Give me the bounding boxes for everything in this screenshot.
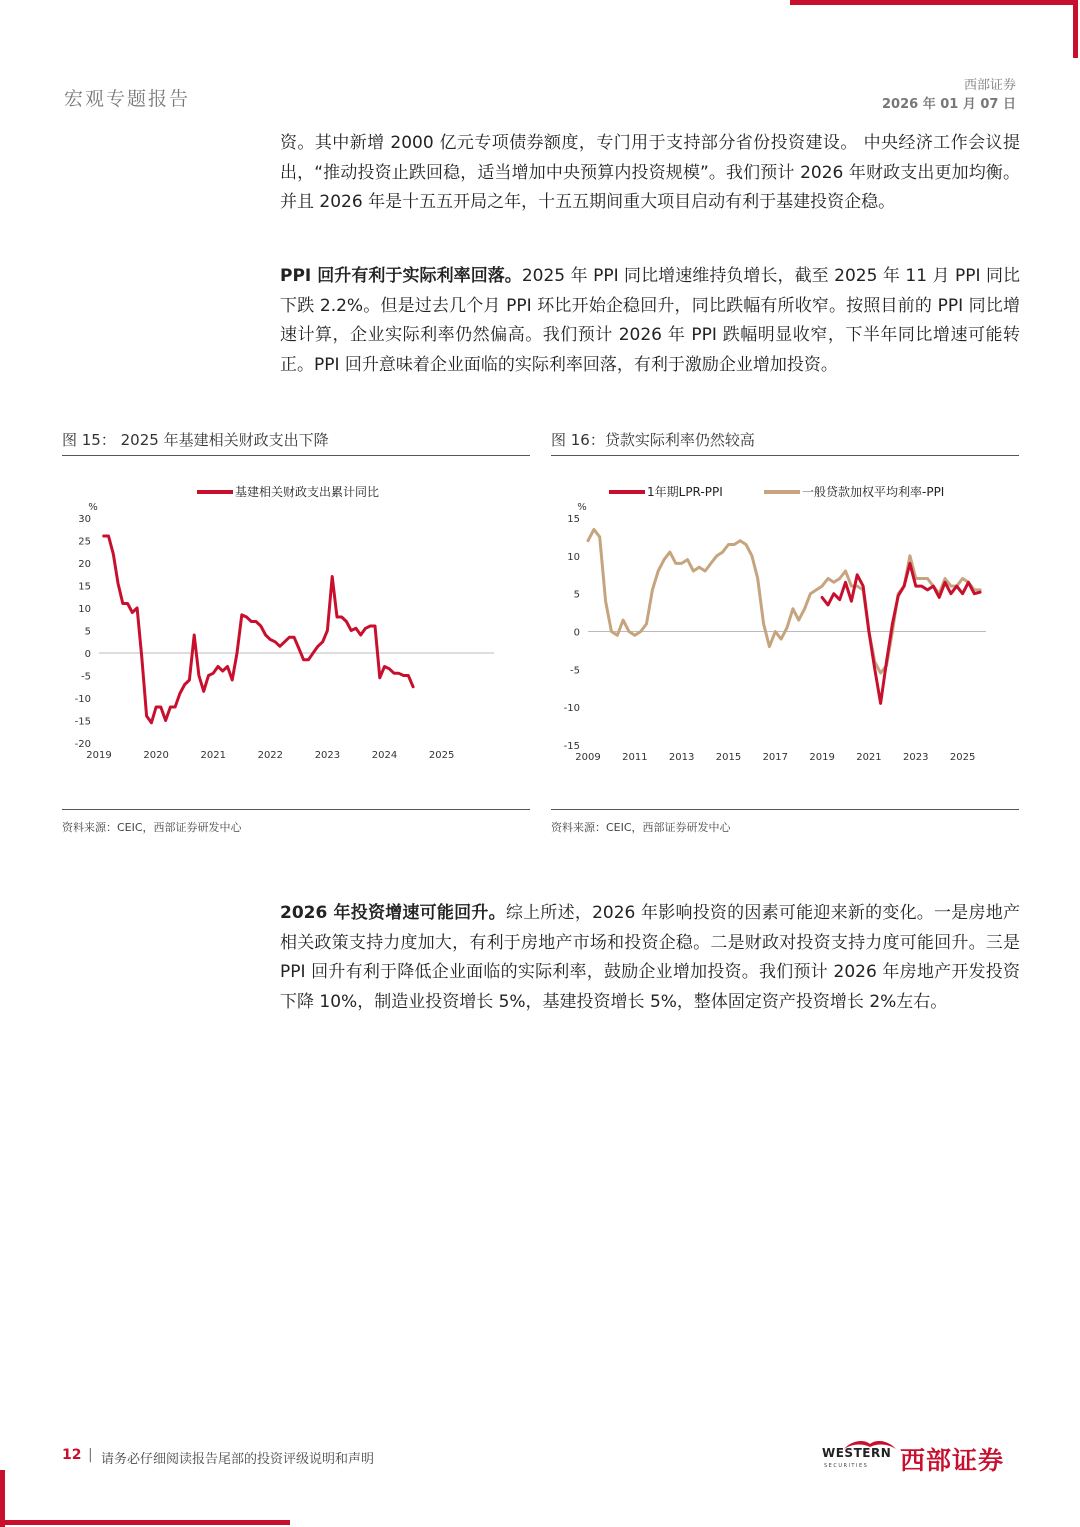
figure-15-source: 资料来源：CEIC，西部证券研发中心 xyxy=(62,821,242,834)
logo-english: WESTERN xyxy=(822,1446,892,1460)
y-tick-label: 5 xyxy=(573,589,580,601)
y-tick-label: -5 xyxy=(570,665,580,677)
y-tick-label: 5 xyxy=(84,626,91,638)
paragraph-ppi-heading: PPI 回升有利于实际利率回落。 xyxy=(280,266,522,286)
series-line-1 xyxy=(588,529,980,673)
top-accent-bar-vertical xyxy=(1073,0,1078,58)
x-tick-label: 2009 xyxy=(575,752,601,763)
footer-disclaimer: 请务必仔细阅读报告尾部的投资评级说明和声明 xyxy=(101,1452,375,1467)
x-tick-label: 2013 xyxy=(668,752,695,763)
legend-label-1: 一般贷款加权平均利率-PPI xyxy=(802,485,945,499)
legend-label-0: 1年期LPR-PPI xyxy=(647,485,723,499)
paragraph-outlook xyxy=(280,899,1020,1017)
figure-15-title: 图 15： 2025 年基建相关财政支出下降 xyxy=(62,431,329,449)
figure-16-title: 图 16：贷款实际利率仍然较高 xyxy=(551,431,755,449)
x-tick-label: 2023 xyxy=(314,750,341,761)
y-tick-label: -20 xyxy=(74,739,91,750)
y-tick-label: -15 xyxy=(74,716,91,728)
y-tick-label: -15 xyxy=(563,741,580,752)
y-tick-label: 10 xyxy=(78,604,91,615)
x-tick-label: 2017 xyxy=(762,752,789,763)
x-tick-label: 2025 xyxy=(949,752,976,763)
x-tick-label: 2019 xyxy=(86,750,112,761)
header-brand: 西部证券 xyxy=(963,78,1016,93)
figure-15 xyxy=(62,428,530,834)
y-tick-label: 15 xyxy=(567,514,580,525)
report-date: 2026 年 01 月 07 日 xyxy=(882,97,1016,112)
paragraph-fiscal: 资。其中新增 2000 亿元专项债券额度，专门用于支持部分省份投资建设。 中央经济工作会议提出，“推动投资止跌回稳，适当增加中央预算内投资规模”。我们预计 2026 年财政支出更加均衡。并且 2026 年是十五五开局之年，十五五期间重大项目启动有利于基建投资企稳。 xyxy=(280,133,1020,213)
footer-separator: | xyxy=(88,1447,93,1463)
company-logo xyxy=(822,1438,1022,1478)
y-tick-label: 10 xyxy=(567,551,580,563)
report-type: 宏观专题报告 xyxy=(64,88,191,110)
series-line-0 xyxy=(104,536,413,723)
x-tick-label: 2015 xyxy=(715,752,742,763)
x-tick-label: 2023 xyxy=(903,752,929,763)
x-tick-label: 2011 xyxy=(622,752,648,763)
chart-real-lending-rate xyxy=(551,468,1019,798)
y-tick-label: -10 xyxy=(563,703,580,715)
x-tick-label: 2025 xyxy=(428,750,455,761)
top-accent-bar xyxy=(790,0,1078,5)
bottom-accent-bar-vertical xyxy=(0,1470,5,1527)
figure-16-bottom-rule xyxy=(551,809,1019,810)
chart-infrastructure-spending xyxy=(62,468,530,798)
x-tick-label: 2021 xyxy=(200,750,226,761)
page-number: 12 xyxy=(62,1447,82,1463)
x-tick-label: 2021 xyxy=(856,752,882,763)
bottom-accent-bar xyxy=(0,1520,290,1525)
x-tick-label: 2020 xyxy=(143,750,169,761)
paragraph-outlook-body: 综上所述，2026 年影响投资的因素可能迎来新的变化。一是房地产相关政策支持力度加大，有利于房地产市场和投资企稳。二是财政对投资支持力度可能回升。三是 PPI 回升有利于降低企业面临的实际利率，鼓励企业增加投资。我们预计 2026 年房地产开发投资下降 10%，制造业投资增长 5%，基建投资增长 5%，整体固定资产投资增长 2%左右。 xyxy=(280,903,1021,1012)
x-tick-label: 2022 xyxy=(257,750,284,761)
figure-16-top-rule xyxy=(551,455,1019,456)
paragraph-ppi-body: 2025 年 PPI 同比增速维持负增长，截至 2025 年 11 月 PPI 同比下跌 2.2%。但是过去几个月 PPI 环比开始企稳回升，同比跌幅有所收窄。按照目前的 PPI 同比增速计算，企业实际利率仍然偏高。我们预计 2026 年 PPI 跌幅明显收窄，下半年同比增速可能转正。PPI 回升意味着企业面临的实际利率回落，有利于激励企业增加投资。 xyxy=(280,266,1021,375)
paragraph-outlook-heading: 2026 年投资增速可能回升。 xyxy=(280,903,506,923)
figure-15-bottom-rule xyxy=(62,809,530,810)
y-tick-label: -5 xyxy=(81,671,91,683)
legend-label-0: 基建相关财政支出累计同比 xyxy=(235,485,380,499)
y-tick-label: 15 xyxy=(78,581,91,593)
x-tick-label: 2019 xyxy=(809,752,835,763)
y-tick-label: -10 xyxy=(74,694,91,705)
logo-english-sub: SECURITIES xyxy=(824,1463,869,1469)
figure-15-top-rule xyxy=(62,455,530,456)
y-tick-label: 0 xyxy=(573,627,580,639)
y-axis-unit-label: % xyxy=(88,502,98,513)
y-tick-label: 20 xyxy=(78,559,91,570)
paragraph-ppi xyxy=(280,262,1020,380)
figure-16-source: 资料来源：CEIC，西部证券研发中心 xyxy=(551,821,731,834)
y-tick-label: 0 xyxy=(84,649,91,660)
y-axis-unit-label: % xyxy=(577,502,587,513)
figure-16 xyxy=(551,428,1019,834)
y-tick-label: 30 xyxy=(78,514,91,525)
y-tick-label: 25 xyxy=(78,536,91,548)
logo-chinese: 西部证券 xyxy=(900,1446,1005,1475)
x-tick-label: 2024 xyxy=(371,750,398,761)
